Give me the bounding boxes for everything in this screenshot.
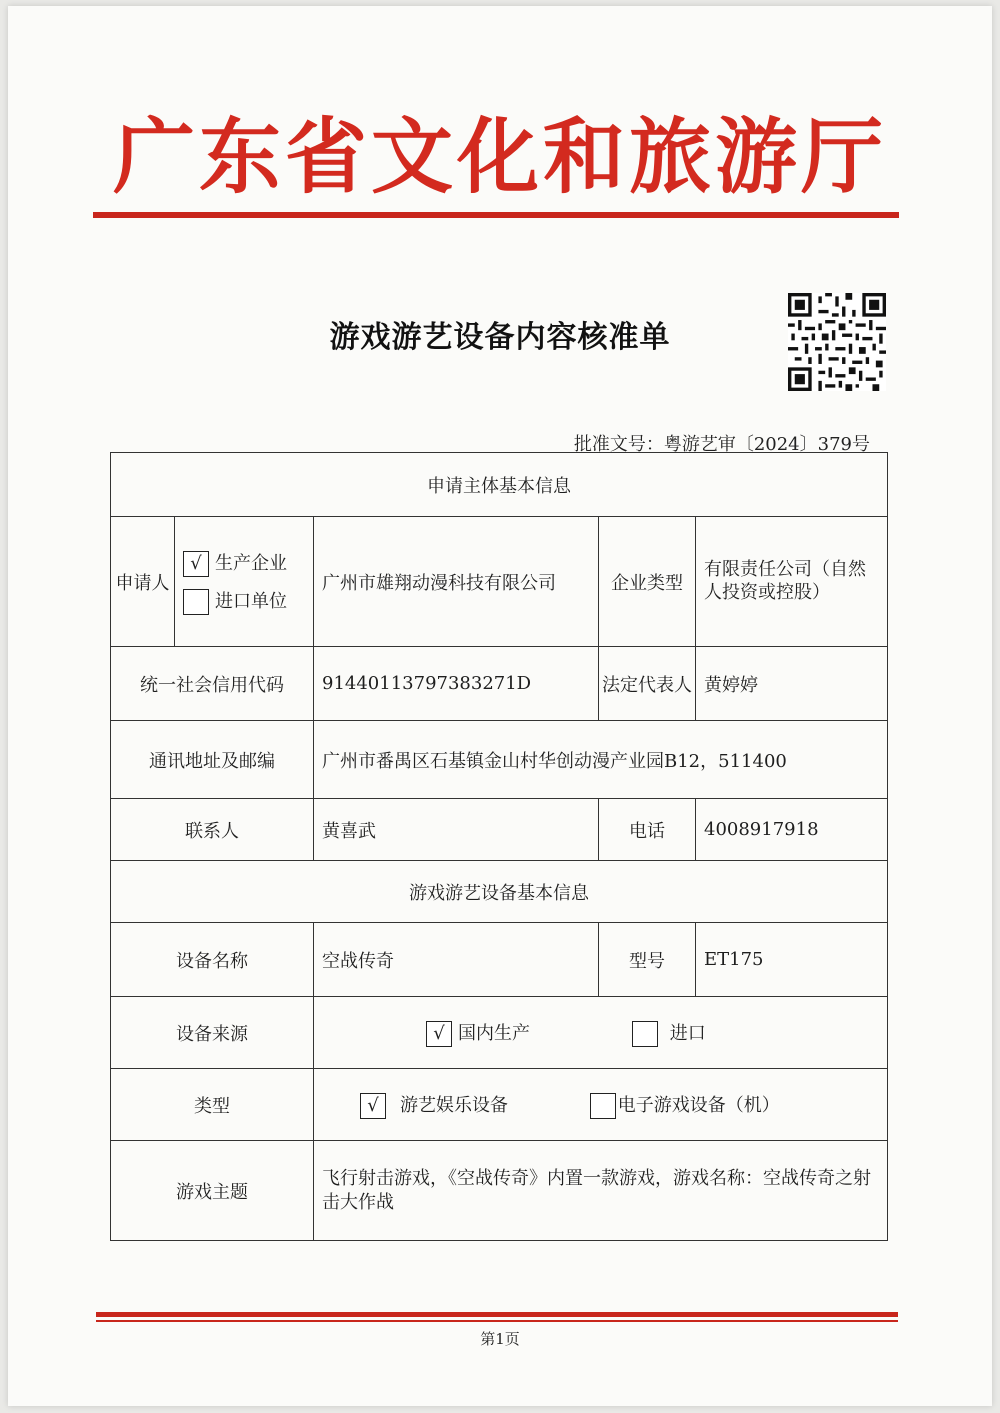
legal-rep-label: 法定代表人 — [599, 647, 696, 721]
approval-number: 批准文号：粤游艺审〔2024〕379号 — [573, 434, 870, 455]
checkbox-domestic-checked[interactable]: √ — [426, 1021, 452, 1047]
section-title-device: 游戏游艺设备基本信息 — [111, 861, 888, 923]
checkbox-electronic[interactable] — [590, 1093, 616, 1119]
applicant-label: 申请人 — [111, 517, 175, 647]
approval-form-table — [110, 452, 888, 1241]
source-options — [314, 997, 888, 1069]
device-name-value: 空战传奇 — [314, 923, 599, 997]
legal-rep-value: 黄婷婷 — [696, 647, 888, 721]
source-label: 设备来源 — [111, 997, 314, 1069]
checkbox-import[interactable] — [632, 1021, 658, 1047]
phone-label: 电话 — [599, 799, 696, 861]
page-number: 第1页 — [480, 1330, 520, 1348]
document-title: 游戏游艺设备内容核准单 — [329, 320, 671, 355]
model-label: 型号 — [599, 923, 696, 997]
checkbox-amusement-checked[interactable]: √ — [360, 1093, 386, 1119]
red-divider-bottom — [96, 1312, 898, 1317]
credit-code-label: 统一社会信用代码 — [111, 647, 314, 721]
section-title-applicant: 申请主体基本信息 — [111, 453, 888, 517]
credit-code-value: 91440113797383271D — [314, 647, 599, 721]
option-electronic[interactable]: 电子游戏设备（机） — [590, 1091, 780, 1119]
device-name-label: 设备名称 — [111, 923, 314, 997]
theme-label: 游戏主题 — [111, 1141, 314, 1241]
phone-value: 4008917918 — [696, 799, 888, 861]
option-producer[interactable]: √ 生产企业 — [183, 549, 305, 577]
address-label: 通讯地址及邮编 — [111, 721, 314, 799]
option-importer[interactable]: 进口单位 — [183, 587, 305, 615]
applicant-name: 广州市雄翔动漫科技有限公司 — [314, 517, 599, 647]
address-value: 广州市番禺区石基镇金山村华创动漫产业园B12，511400 — [314, 721, 888, 799]
type-label: 类型 — [111, 1069, 314, 1141]
qr-code-icon[interactable] — [788, 293, 886, 391]
contact-value: 黄喜武 — [314, 799, 599, 861]
red-divider-bottom-thin — [96, 1320, 898, 1322]
model-value: ET175 — [696, 923, 888, 997]
option-domestic[interactable]: √ 国内生产 — [426, 1019, 530, 1047]
option-import[interactable]: 进口 — [632, 1019, 706, 1047]
enterprise-type-label: 企业类型 — [599, 517, 696, 647]
applicant-type-options — [175, 517, 314, 647]
theme-value: 飞行射击游戏，《空战传奇》内置一款游戏，游戏名称：空战传奇之射击大作战 — [314, 1141, 888, 1241]
checkbox-importer[interactable] — [183, 589, 209, 615]
contact-label: 联系人 — [111, 799, 314, 861]
enterprise-type-value: 有限责任公司（自然人投资或控股） — [696, 517, 888, 647]
agency-header: 广东省文化和旅游厅 — [112, 109, 887, 205]
checkbox-producer-checked[interactable]: √ — [183, 551, 209, 577]
type-options — [314, 1069, 888, 1141]
option-amusement[interactable]: √ 游艺娱乐设备 — [360, 1091, 508, 1119]
red-divider-top — [93, 212, 899, 218]
